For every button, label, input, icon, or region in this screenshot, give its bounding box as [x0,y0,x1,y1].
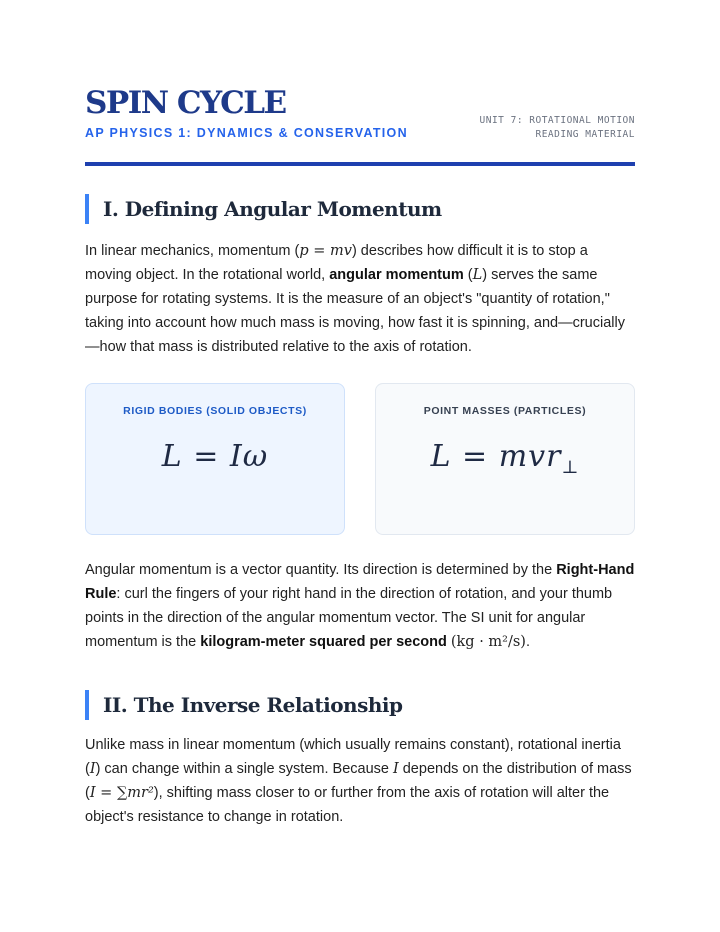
symbol-L: L [472,267,483,283]
section-heading-inverse-relationship: II. The Inverse Relationship [85,690,635,720]
document-header [85,84,635,140]
paragraph-vector-quantity [85,558,635,654]
header-divider [85,162,635,166]
text: ( [463,267,473,283]
text: Unlike mass in linear momentum (which usually remains constant), rotational inertia ( [85,737,621,777]
symbol-I: I [89,761,96,777]
card-label: RIGID BODIES (SOLID OBJECTS) [123,405,307,417]
text: : curl the fingers of your right hand in the direction of rotation, and your thumb points in the direction of the angular momentum vector. The SI unit for angular momentum is the [85,586,613,650]
formula-linear-momentum: p = mv [299,243,352,259]
unit-label: UNIT 7: ROTATIONAL MOTION [479,115,635,126]
symbol-I: I [392,761,399,777]
text: ), shifting mass closer to or further from the axis of rotation will alter the object's resistance to change in rotation. [85,785,610,825]
formula-si-unit: (kg · m²/s) [450,634,526,650]
term-angular-momentum: angular momentum [329,267,464,283]
card-equation: L = Iω [161,439,269,474]
text: ) can change within a single system. Because [95,761,393,777]
formula-card-rigid-bodies [85,383,345,535]
term-si-unit: kilogram-meter squared per second [200,634,447,650]
card-label: POINT MASSES (PARTICLES) [423,405,587,417]
document-title: SPIN CYCLE [85,85,286,121]
text: depends on the distribution of mass ( [85,761,632,801]
document-meta [480,114,636,142]
card-equation [376,439,634,478]
formula-rotational-inertia: I = ∑mr² [89,785,154,801]
formula-card-point-masses [375,383,635,535]
text: ) serves the same purpose for rotating systems. It is the measure of an object's "quantity of rotation," taking into account how much mass is moving, how fast it is spinning, and—crucially—how that mass is distributed relative to the axis of rotation. [85,267,625,355]
text: Angular momentum is a vector quantity. Its direction is determined by the [85,562,557,578]
text: In linear mechanics, momentum ( [85,243,300,259]
text: ) describes how difficult it is to stop a moving object. In the rotational world, [85,243,588,283]
document-subtitle: AP PHYSICS 1: DYNAMICS & CONSERVATION [85,126,408,140]
doc-type-label: READING MATERIAL [535,129,635,140]
section-heading-angular-momentum: I. Defining Angular Momentum [85,194,635,224]
equation-subscript: ⊥ [561,457,580,478]
text: . [525,634,530,650]
equation-body: L = mvr [430,439,562,474]
term-right-hand-rule: Right-Hand Rule [85,562,635,602]
paragraph-inverse-relationship [85,733,635,829]
paragraph-angular-momentum-intro [85,239,635,359]
